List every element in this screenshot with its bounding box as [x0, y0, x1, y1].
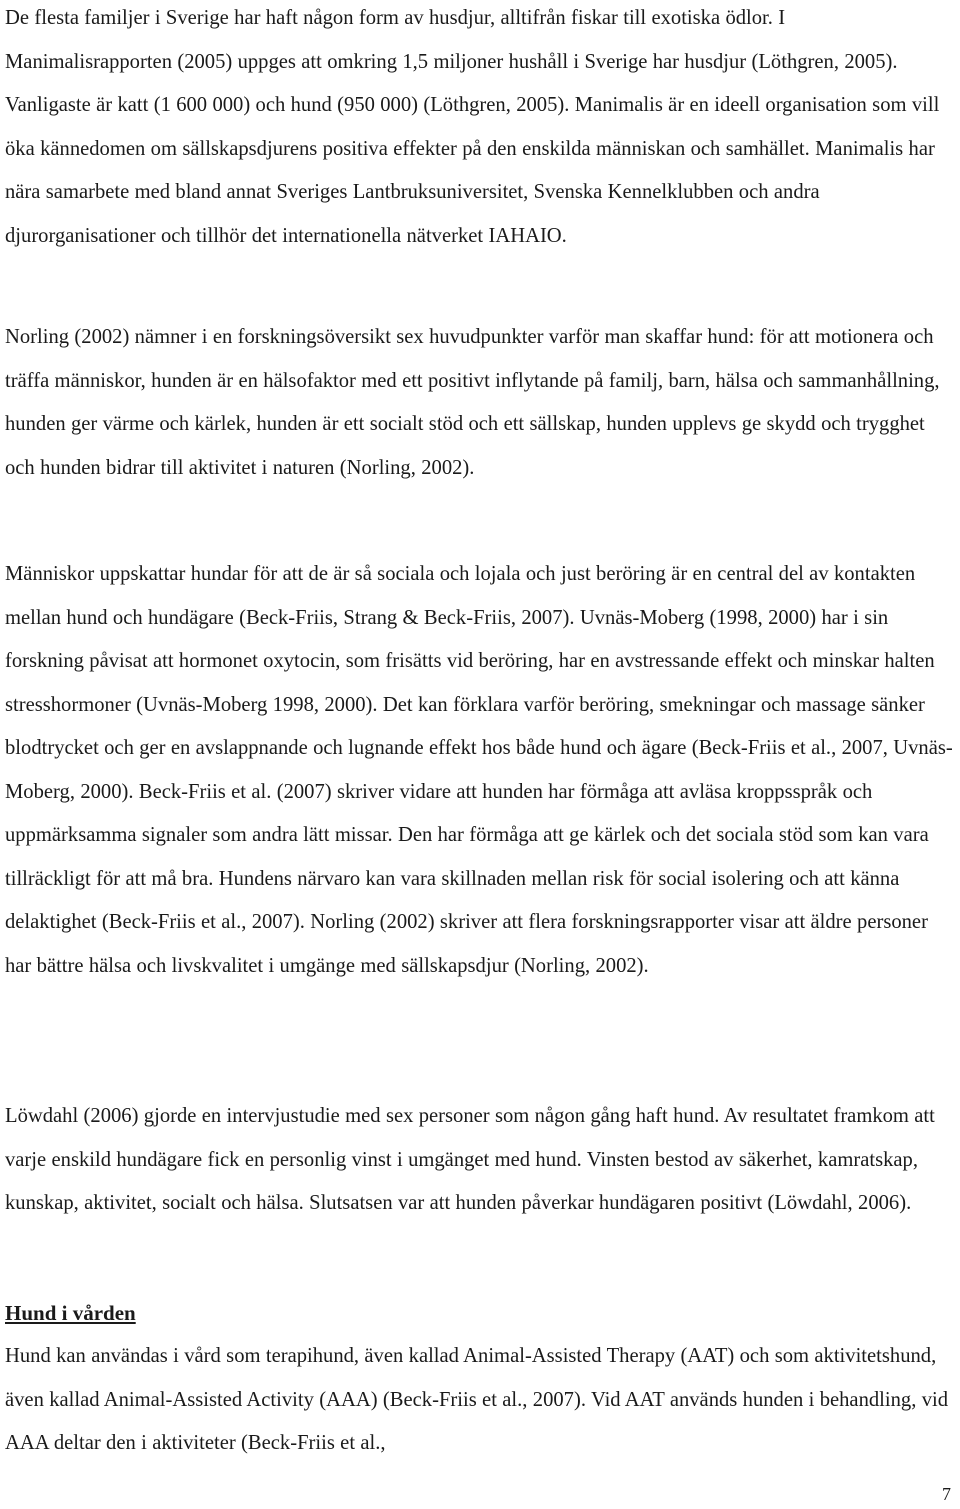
paragraph-touch-and-oxytocin: Människor uppskattar hundar för att de är så sociala och lojala och just beröring är en central del av kontakten mellan hund och hundägare (Beck-Friis, Strang & Beck-Friis, 2007). Uvnäs-Moberg (1998, 2000) har i sin forskning påvisat att hormonet oxytocin, som frisätts vid beröring, har en avstressande effekt och minskar halten stresshormoner (Uvnäs-Moberg 1998, 2000). Det kan förklara varför beröring, smekningar och massage sänker blodtrycket och ger en avslappnande och lugnande effekt hos både hund och ägare (Beck-Friis et al., 2007, Uvnäs-Moberg, 2000). Beck-Friis et al. (2007) skriver vidare att hunden har förmåga att avläsa kroppsspråk och uppmärksamma signaler som andra lätt missar. Den har förmåga att ge kärlek och det sociala stöd som kan vara tillräckligt för att må bra. Hundens närvaro kan vara skillnaden mellan risk för social isolering och att känna delaktighet (Beck-Friis et al., 2007). Norling (2002) skriver att flera forskningsrapporter visar att äldre personer har bättre hälsa och livskvalitet i umgänge med sällskapsdjur (Norling, 2002).	[5, 563, 953, 977]
paragraph-dogs-in-care: Hund kan användas i vård som terapihund, även kallad Animal-Assisted Therapy (AAT) och som aktivitetshund, även kallad Animal-Assisted Activity (AAA) (Beck-Friis et al., 2007). Vid AAT används hunden i behandling, vid AAA deltar den i aktiviteter (Beck-Friis et al.,	[5, 1345, 949, 1454]
page-number: 7	[942, 1484, 951, 1504]
paragraph-reasons-for-dog: Norling (2002) nämner i en forskningsöversikt sex huvudpunkter varför man skaffar hund: för att motionera och träffa människor, hunden är en hälsofaktor med ett positivt inflytande på familj, barn, hälsa och sammanhållning, hunden ger värme och kärlek, hunden är ett socialt stöd och ett sällskap, hunden upplevs ge skydd och trygghet och hunden bidrar till aktivitet i naturen (Norling, 2002).	[5, 326, 940, 479]
paragraph-pets-in-sweden: De flesta familjer i Sverige har haft någon form av husdjur, alltifrån fiskar till exotiska ödlor. I Manimalisrapporten (2005) uppges att omkring 1,5 miljoner hushåll i Sverige har husdjur (Löthgren, 2005). Vanligaste är katt (1 600 000) och hund (950 000) (Löthgren, 2005). Manimalis är en ideell organisation som vill öka kännedomen om sällskapsdjurens positiva effekter på den enskilda människan och samhället. Manimalis har nära samarbete med bland annat Sveriges Lantbruksuniversitet, Svenska Kennelklubben och andra djurorganisationer och tillhör det internationella nätverket IAHAIO.	[5, 7, 940, 247]
paragraph-interview-study: Löwdahl (2006) gjorde en intervjustudie med sex personer som någon gång haft hund. Av resultatet framkom att varje enskild hundägare fick en personlig vinst i umgänget med hund. Vinsten bestod av säkerhet, kamratskap, kunskap, aktivitet, socialt och hälsa. Slutsatsen var att hunden påverkar hundägaren positivt (Löwdahl, 2006).	[5, 1105, 935, 1214]
section-heading: Hund i vården	[5, 1301, 136, 1325]
